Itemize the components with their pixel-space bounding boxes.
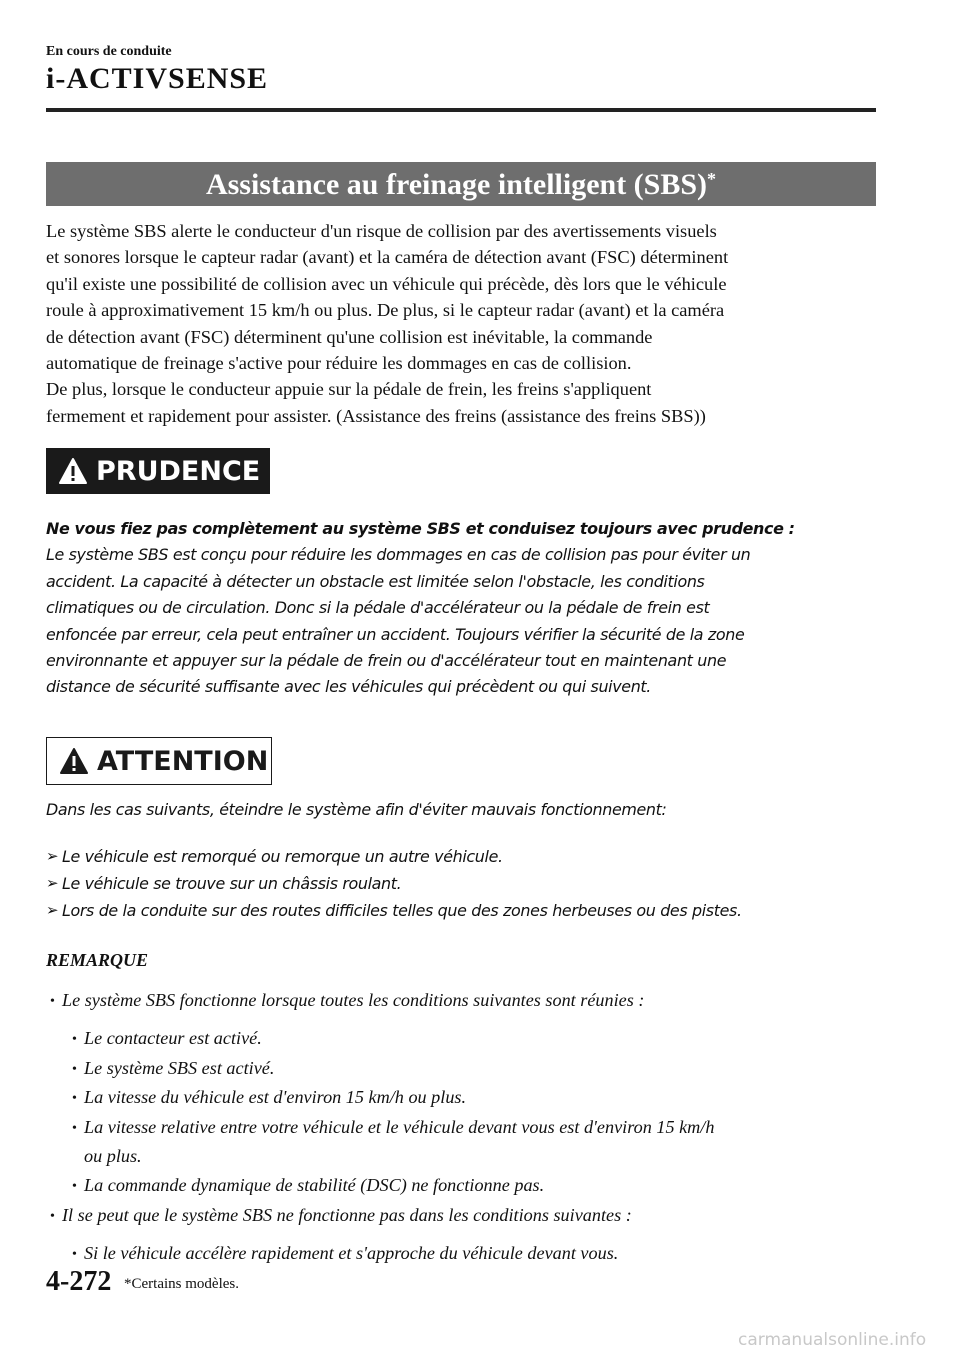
intro-line: Le système SBS alerte le conducteur d'un risque de collision par des avertissements visuels [46,221,717,241]
prudence-label: PRUDENCE [96,455,261,487]
prudence-lead: Ne vous fiez pas complètement au système SBS et conduisez toujours avec prudence : [46,519,795,538]
prudence-line: distance de sécurité suffisante avec les véhicules qui précèdent ou qui suivent. [46,677,652,697]
section-title-marker: * [707,169,717,189]
bullet-dot-icon: • [50,994,55,1009]
prudence-line: accident. La capacité à détecter un obstacle est limitée selon l'obstacle, les conditions [46,571,705,591]
attention-list [46,843,742,924]
intro-line: qu'il existe une possibilité de collision avec un véhicule qui précède, dès lors que le véhicule [46,273,727,294]
list-item [46,1171,714,1200]
attention-label-box [46,737,272,785]
intro-paragraph [46,218,886,429]
list-item-text: La vitesse du véhicule est d'environ 15 km/h ou plus. [84,1087,467,1108]
bullet-dot-icon: • [72,1061,77,1077]
footnote: *Certains modèles. [124,1276,239,1292]
intro-line: De plus, lorsque le conducteur appuie sur la pédale de frein, les freins s'appliquent [46,379,652,400]
watermark: carmanualsonline.info [738,1330,927,1350]
running-header-section: En cours de conduite [46,44,172,59]
intro-line: roule à approximativement 15 km/h ou plus. De plus, si le capteur radar (avant) et la caméra [46,300,725,321]
list-item [46,1201,714,1230]
list-item [46,1239,714,1268]
list-item-text: Il se peut que le système SBS ne fonctionne pas dans les conditions suivantes : [62,1204,632,1225]
arrow-bullet-icon: ➢ [46,874,59,892]
page-number: 4-272 [46,1266,112,1297]
list-item-continuation: ou plus. [84,1145,142,1166]
list-item-text: Si le véhicule accélère rapidement et s'approche du véhicule devant vous. [84,1243,619,1264]
arrow-bullet-icon: ➢ [46,901,59,919]
list-item-text: La commande dynamique de stabilité (DSC) ne fonctionne pas. [84,1175,545,1196]
arrow-bullet-icon: ➢ [46,847,59,865]
prudence-line: enfoncée par erreur, cela peut entraîner un accident. Toujours vérifier la sécurité de la zone [46,624,745,644]
bullet-dot-icon: • [50,1208,55,1224]
warning-triangle-icon [59,747,89,775]
list-item [46,897,742,924]
intro-line: et sonores lorsque le capteur radar (avant) et la caméra de détection avant (FSC) déterminent [46,247,729,268]
prudence-line: Le système SBS est conçu pour réduire les dommages en cas de collision pas pour éviter un [46,545,751,565]
section-title: Assistance au freinage intelligent (SBS) [205,168,708,201]
list-item [46,1054,714,1083]
list-item-text: Le véhicule se trouve sur un châssis roulant. [62,874,402,893]
intro-line: automatique de freinage s'active pour réduire les dommages en cas de collision. [46,352,632,373]
intro-line: fermement et rapidement pour assister. (Assistance des freins (assistance des freins SBS)) [46,405,706,426]
list-item-text: Lors de la conduite sur des routes difficiles telles que des zones herbeuses ou des pistes. [62,901,742,920]
list-item [46,1113,714,1142]
bullet-dot-icon: • [72,1120,77,1136]
list-item-text: La vitesse relative entre votre véhicule et le véhicule devant vous est d'environ 15 km/h [84,1116,715,1137]
list-item [46,1024,714,1053]
intro-line: de détection avant (FSC) déterminent qu'une collision est inévitable, la commande [46,326,653,347]
bullet-dot-icon: • [72,1032,77,1048]
attention-lead: Dans les cas suivants, éteindre le système afin d'éviter mauvais fonctionnement: [46,800,667,819]
prudence-line: environnante et appuyer sur la pédale de frein ou d'accélérateur tout en maintenant une [46,650,727,670]
bullet-dot-icon: • [72,1091,77,1107]
prudence-text [46,516,886,701]
section-title-banner [46,162,876,206]
running-header-chapter: i-ACTIVSENSE [46,62,269,95]
remarque-notes [46,986,714,1269]
prudence-line: climatiques ou de circulation. Donc si la pédale d'accélérateur ou la pédale de frein est [46,598,710,618]
list-item-text: Le système SBS fonctionne lorsque toutes les conditions suivantes sont réunies : [62,990,645,1010]
attention-label: ATTENTION [97,745,269,777]
list-item-text: Le véhicule est remorqué ou remorque un autre véhicule. [62,847,503,866]
warning-triangle-icon [58,457,88,485]
list-item [46,870,742,897]
header-rule [46,108,876,112]
prudence-label-box [46,448,270,494]
list-item-text: Le système SBS est activé. [84,1057,275,1078]
remarque-title: REMARQUE [46,950,149,970]
bullet-dot-icon: • [72,1179,77,1195]
list-item-text: Le contacteur est activé. [84,1028,262,1049]
bullet-dot-icon: • [72,1247,77,1263]
list-item [46,1083,714,1112]
list-item [46,843,742,870]
list-item [46,986,714,1015]
